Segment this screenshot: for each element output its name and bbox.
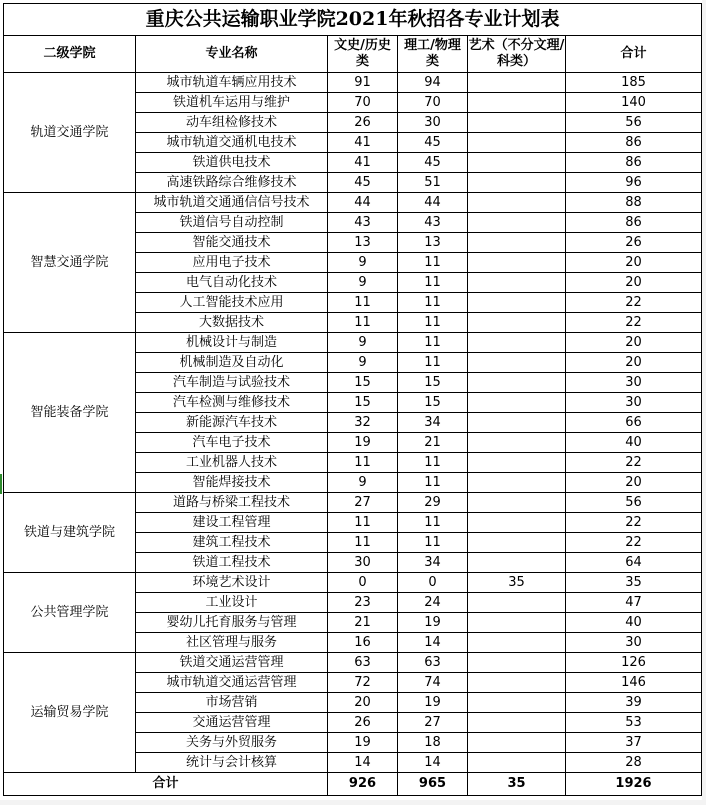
major-cell[interactable]: 市场营销 bbox=[136, 693, 328, 713]
art-cell[interactable] bbox=[468, 493, 566, 513]
major-cell[interactable]: 城市轨道交通运营管理 bbox=[136, 673, 328, 693]
art-cell[interactable] bbox=[468, 213, 566, 233]
major-cell[interactable]: 关务与外贸服务 bbox=[136, 733, 328, 753]
total-cell[interactable]: 20 bbox=[566, 353, 702, 373]
total-cell[interactable]: 20 bbox=[566, 253, 702, 273]
total-cell[interactable]: 28 bbox=[566, 753, 702, 773]
science-cell[interactable]: 21 bbox=[398, 433, 468, 453]
title-row bbox=[4, 4, 702, 36]
art-cell[interactable] bbox=[468, 733, 566, 753]
science-cell[interactable]: 11 bbox=[398, 453, 468, 473]
major-cell[interactable]: 城市轨道交通通信信号技术 bbox=[136, 193, 328, 213]
sheet-gridline-bottom bbox=[0, 800, 706, 805]
major-cell[interactable]: 人工智能技术应用 bbox=[136, 293, 328, 313]
liberal-cell[interactable]: 16 bbox=[328, 633, 398, 653]
college-cell[interactable]: 智能装备学院 bbox=[4, 333, 136, 493]
major-cell[interactable]: 新能源汽车技术 bbox=[136, 413, 328, 433]
total-cell[interactable]: 40 bbox=[566, 613, 702, 633]
total-cell[interactable]: 39 bbox=[566, 693, 702, 713]
liberal-cell[interactable]: 15 bbox=[328, 393, 398, 413]
art-cell[interactable] bbox=[468, 713, 566, 733]
college-cell[interactable]: 公共管理学院 bbox=[4, 573, 136, 653]
science-cell[interactable]: 43 bbox=[398, 213, 468, 233]
art-cell[interactable] bbox=[468, 253, 566, 273]
major-cell[interactable]: 城市轨道交通机电技术 bbox=[136, 133, 328, 153]
art-cell[interactable] bbox=[468, 193, 566, 213]
table-row bbox=[4, 73, 702, 93]
liberal-cell[interactable]: 44 bbox=[328, 193, 398, 213]
table-row bbox=[4, 333, 702, 353]
header-total[interactable]: 合计 bbox=[566, 36, 702, 73]
science-cell[interactable]: 15 bbox=[398, 393, 468, 413]
major-cell[interactable]: 铁道信号自动控制 bbox=[136, 213, 328, 233]
total-cell[interactable]: 22 bbox=[566, 293, 702, 313]
art-cell[interactable] bbox=[468, 513, 566, 533]
major-cell[interactable]: 交通运营管理 bbox=[136, 713, 328, 733]
liberal-cell[interactable]: 20 bbox=[328, 693, 398, 713]
science-cell[interactable]: 11 bbox=[398, 333, 468, 353]
art-cell[interactable] bbox=[468, 553, 566, 573]
science-cell[interactable]: 34 bbox=[398, 413, 468, 433]
art-cell[interactable] bbox=[468, 593, 566, 613]
art-cell[interactable] bbox=[468, 273, 566, 293]
major-cell[interactable]: 汽车检测与维修技术 bbox=[136, 393, 328, 413]
total-cell[interactable]: 20 bbox=[566, 273, 702, 293]
total-cell[interactable]: 185 bbox=[566, 73, 702, 93]
total-cell[interactable]: 20 bbox=[566, 333, 702, 353]
science-cell[interactable]: 11 bbox=[398, 293, 468, 313]
art-cell[interactable] bbox=[468, 473, 566, 493]
liberal-cell[interactable]: 26 bbox=[328, 713, 398, 733]
total-cell[interactable]: 88 bbox=[566, 193, 702, 213]
art-cell[interactable] bbox=[468, 673, 566, 693]
major-cell[interactable]: 社区管理与服务 bbox=[136, 633, 328, 653]
header-row bbox=[4, 36, 702, 73]
total-cell[interactable]: 96 bbox=[566, 173, 702, 193]
art-cell[interactable] bbox=[468, 653, 566, 673]
total-cell[interactable]: 30 bbox=[566, 373, 702, 393]
science-cell[interactable]: 15 bbox=[398, 373, 468, 393]
science-cell[interactable]: 11 bbox=[398, 353, 468, 373]
header-art[interactable]: 艺术（不分文理/科类） bbox=[468, 36, 566, 73]
totals-liberal-cell[interactable]: 926 bbox=[328, 773, 398, 796]
totals-art-cell[interactable]: 35 bbox=[468, 773, 566, 796]
art-cell[interactable]: 35 bbox=[468, 573, 566, 593]
science-cell[interactable]: 51 bbox=[398, 173, 468, 193]
table-row bbox=[4, 193, 702, 213]
art-cell[interactable] bbox=[468, 453, 566, 473]
major-cell[interactable]: 动车组检修技术 bbox=[136, 113, 328, 133]
art-cell[interactable] bbox=[468, 153, 566, 173]
liberal-cell[interactable]: 19 bbox=[328, 433, 398, 453]
major-cell[interactable]: 建筑工程技术 bbox=[136, 533, 328, 553]
table-row bbox=[4, 573, 702, 593]
college-cell[interactable]: 轨道交通学院 bbox=[4, 73, 136, 193]
liberal-cell[interactable]: 27 bbox=[328, 493, 398, 513]
major-cell[interactable]: 机械设计与制造 bbox=[136, 333, 328, 353]
total-cell[interactable]: 140 bbox=[566, 93, 702, 113]
science-cell[interactable]: 19 bbox=[398, 613, 468, 633]
art-cell[interactable] bbox=[468, 633, 566, 653]
liberal-cell[interactable]: 11 bbox=[328, 513, 398, 533]
major-cell[interactable]: 婴幼儿托育服务与管理 bbox=[136, 613, 328, 633]
science-cell[interactable]: 0 bbox=[398, 573, 468, 593]
science-cell[interactable]: 24 bbox=[398, 593, 468, 613]
science-cell[interactable]: 19 bbox=[398, 693, 468, 713]
science-cell[interactable]: 29 bbox=[398, 493, 468, 513]
liberal-cell[interactable]: 72 bbox=[328, 673, 398, 693]
college-cell[interactable]: 运输贸易学院 bbox=[4, 653, 136, 773]
liberal-cell[interactable]: 13 bbox=[328, 233, 398, 253]
total-cell[interactable]: 64 bbox=[566, 553, 702, 573]
total-cell[interactable]: 56 bbox=[566, 113, 702, 133]
totals-row bbox=[4, 773, 702, 796]
totals-label[interactable]: 合计 bbox=[4, 773, 328, 796]
art-cell[interactable] bbox=[468, 433, 566, 453]
science-cell[interactable]: 44 bbox=[398, 193, 468, 213]
cell-selection-marker bbox=[0, 474, 2, 494]
science-cell[interactable]: 45 bbox=[398, 153, 468, 173]
table-row bbox=[4, 493, 702, 513]
art-cell[interactable] bbox=[468, 353, 566, 373]
total-cell[interactable]: 35 bbox=[566, 573, 702, 593]
science-cell[interactable]: 30 bbox=[398, 113, 468, 133]
science-cell[interactable]: 63 bbox=[398, 653, 468, 673]
science-cell[interactable]: 14 bbox=[398, 633, 468, 653]
total-cell[interactable]: 26 bbox=[566, 233, 702, 253]
header-major[interactable]: 专业名称 bbox=[136, 36, 328, 73]
total-cell[interactable]: 20 bbox=[566, 473, 702, 493]
totals-total-cell[interactable]: 1926 bbox=[566, 773, 702, 796]
liberal-cell[interactable]: 0 bbox=[328, 573, 398, 593]
total-cell[interactable]: 22 bbox=[566, 313, 702, 333]
major-cell[interactable]: 汽车制造与试验技术 bbox=[136, 373, 328, 393]
liberal-cell[interactable]: 23 bbox=[328, 593, 398, 613]
art-cell[interactable] bbox=[468, 313, 566, 333]
major-cell[interactable]: 大数据技术 bbox=[136, 313, 328, 333]
total-cell[interactable]: 40 bbox=[566, 433, 702, 453]
major-cell[interactable]: 环境艺术设计 bbox=[136, 573, 328, 593]
science-cell[interactable]: 45 bbox=[398, 133, 468, 153]
liberal-cell[interactable]: 21 bbox=[328, 613, 398, 633]
art-cell[interactable] bbox=[468, 613, 566, 633]
table-row bbox=[4, 653, 702, 673]
science-cell[interactable]: 74 bbox=[398, 673, 468, 693]
liberal-cell[interactable]: 11 bbox=[328, 453, 398, 473]
art-cell[interactable] bbox=[468, 333, 566, 353]
science-cell[interactable]: 70 bbox=[398, 93, 468, 113]
art-cell[interactable] bbox=[468, 533, 566, 553]
college-cell[interactable]: 智慧交通学院 bbox=[4, 193, 136, 333]
sheet-gridline-right bbox=[702, 0, 706, 805]
liberal-cell[interactable]: 41 bbox=[328, 153, 398, 173]
liberal-cell[interactable]: 32 bbox=[328, 413, 398, 433]
liberal-cell[interactable]: 45 bbox=[328, 173, 398, 193]
science-cell[interactable]: 11 bbox=[398, 253, 468, 273]
major-cell[interactable]: 铁道机车运用与维护 bbox=[136, 93, 328, 113]
table-title[interactable]: 重庆公共运输职业学院2021年秋招各专业计划表 bbox=[4, 4, 702, 36]
total-cell[interactable]: 30 bbox=[566, 393, 702, 413]
major-cell[interactable]: 机械制造及自动化 bbox=[136, 353, 328, 373]
enrollment-plan-table bbox=[3, 3, 702, 796]
science-cell[interactable]: 34 bbox=[398, 553, 468, 573]
liberal-cell[interactable]: 9 bbox=[328, 253, 398, 273]
liberal-cell[interactable]: 70 bbox=[328, 93, 398, 113]
college-cell[interactable]: 铁道与建筑学院 bbox=[4, 493, 136, 573]
totals-science-cell[interactable]: 965 bbox=[398, 773, 468, 796]
major-cell[interactable]: 智能交通技术 bbox=[136, 233, 328, 253]
science-cell[interactable]: 11 bbox=[398, 533, 468, 553]
total-cell[interactable]: 86 bbox=[566, 153, 702, 173]
total-cell[interactable]: 22 bbox=[566, 533, 702, 553]
art-cell[interactable] bbox=[468, 173, 566, 193]
header-college[interactable]: 二级学院 bbox=[4, 36, 136, 73]
liberal-cell[interactable]: 11 bbox=[328, 533, 398, 553]
art-cell[interactable] bbox=[468, 93, 566, 113]
science-cell[interactable]: 18 bbox=[398, 733, 468, 753]
liberal-cell[interactable]: 11 bbox=[328, 293, 398, 313]
liberal-cell[interactable]: 11 bbox=[328, 313, 398, 333]
total-cell[interactable]: 22 bbox=[566, 453, 702, 473]
liberal-cell[interactable]: 9 bbox=[328, 353, 398, 373]
liberal-cell[interactable]: 14 bbox=[328, 753, 398, 773]
liberal-cell[interactable]: 9 bbox=[328, 333, 398, 353]
art-cell[interactable] bbox=[468, 413, 566, 433]
liberal-cell[interactable]: 63 bbox=[328, 653, 398, 673]
total-cell[interactable]: 53 bbox=[566, 713, 702, 733]
art-cell[interactable] bbox=[468, 113, 566, 133]
major-cell[interactable]: 铁道供电技术 bbox=[136, 153, 328, 173]
art-cell[interactable] bbox=[468, 293, 566, 313]
liberal-cell[interactable]: 26 bbox=[328, 113, 398, 133]
major-cell[interactable]: 统计与会计核算 bbox=[136, 753, 328, 773]
major-cell[interactable]: 智能焊接技术 bbox=[136, 473, 328, 493]
major-cell[interactable]: 电气自动化技术 bbox=[136, 273, 328, 293]
header-science[interactable]: 理工/物理类 bbox=[398, 36, 468, 73]
art-cell[interactable] bbox=[468, 233, 566, 253]
science-cell[interactable]: 14 bbox=[398, 753, 468, 773]
liberal-cell[interactable]: 9 bbox=[328, 273, 398, 293]
total-cell[interactable]: 47 bbox=[566, 593, 702, 613]
total-cell[interactable]: 86 bbox=[566, 133, 702, 153]
art-cell[interactable] bbox=[468, 133, 566, 153]
science-cell[interactable]: 11 bbox=[398, 473, 468, 493]
art-cell[interactable] bbox=[468, 73, 566, 93]
major-cell[interactable]: 高速铁路综合维修技术 bbox=[136, 173, 328, 193]
major-cell[interactable]: 汽车电子技术 bbox=[136, 433, 328, 453]
major-cell[interactable]: 铁道交通运营管理 bbox=[136, 653, 328, 673]
total-cell[interactable]: 22 bbox=[566, 513, 702, 533]
major-cell[interactable]: 工业机器人技术 bbox=[136, 453, 328, 473]
liberal-cell[interactable]: 19 bbox=[328, 733, 398, 753]
major-cell[interactable]: 工业设计 bbox=[136, 593, 328, 613]
major-cell[interactable]: 城市轨道车辆应用技术 bbox=[136, 73, 328, 93]
science-cell[interactable]: 11 bbox=[398, 513, 468, 533]
total-cell[interactable]: 30 bbox=[566, 633, 702, 653]
total-cell[interactable]: 86 bbox=[566, 213, 702, 233]
science-cell[interactable]: 27 bbox=[398, 713, 468, 733]
liberal-cell[interactable]: 9 bbox=[328, 473, 398, 493]
major-cell[interactable]: 道路与桥梁工程技术 bbox=[136, 493, 328, 513]
liberal-cell[interactable]: 41 bbox=[328, 133, 398, 153]
art-cell[interactable] bbox=[468, 693, 566, 713]
liberal-cell[interactable]: 91 bbox=[328, 73, 398, 93]
art-cell[interactable] bbox=[468, 753, 566, 773]
total-cell[interactable]: 37 bbox=[566, 733, 702, 753]
header-liberal[interactable]: 文史/历史类 bbox=[328, 36, 398, 73]
art-cell[interactable] bbox=[468, 393, 566, 413]
liberal-cell[interactable]: 30 bbox=[328, 553, 398, 573]
science-cell[interactable]: 94 bbox=[398, 73, 468, 93]
science-cell[interactable]: 13 bbox=[398, 233, 468, 253]
total-cell[interactable]: 66 bbox=[566, 413, 702, 433]
total-cell[interactable]: 146 bbox=[566, 673, 702, 693]
total-cell[interactable]: 56 bbox=[566, 493, 702, 513]
science-cell[interactable]: 11 bbox=[398, 273, 468, 293]
art-cell[interactable] bbox=[468, 373, 566, 393]
liberal-cell[interactable]: 15 bbox=[328, 373, 398, 393]
total-cell[interactable]: 126 bbox=[566, 653, 702, 673]
major-cell[interactable]: 建设工程管理 bbox=[136, 513, 328, 533]
major-cell[interactable]: 应用电子技术 bbox=[136, 253, 328, 273]
science-cell[interactable]: 11 bbox=[398, 313, 468, 333]
major-cell[interactable]: 铁道工程技术 bbox=[136, 553, 328, 573]
liberal-cell[interactable]: 43 bbox=[328, 213, 398, 233]
